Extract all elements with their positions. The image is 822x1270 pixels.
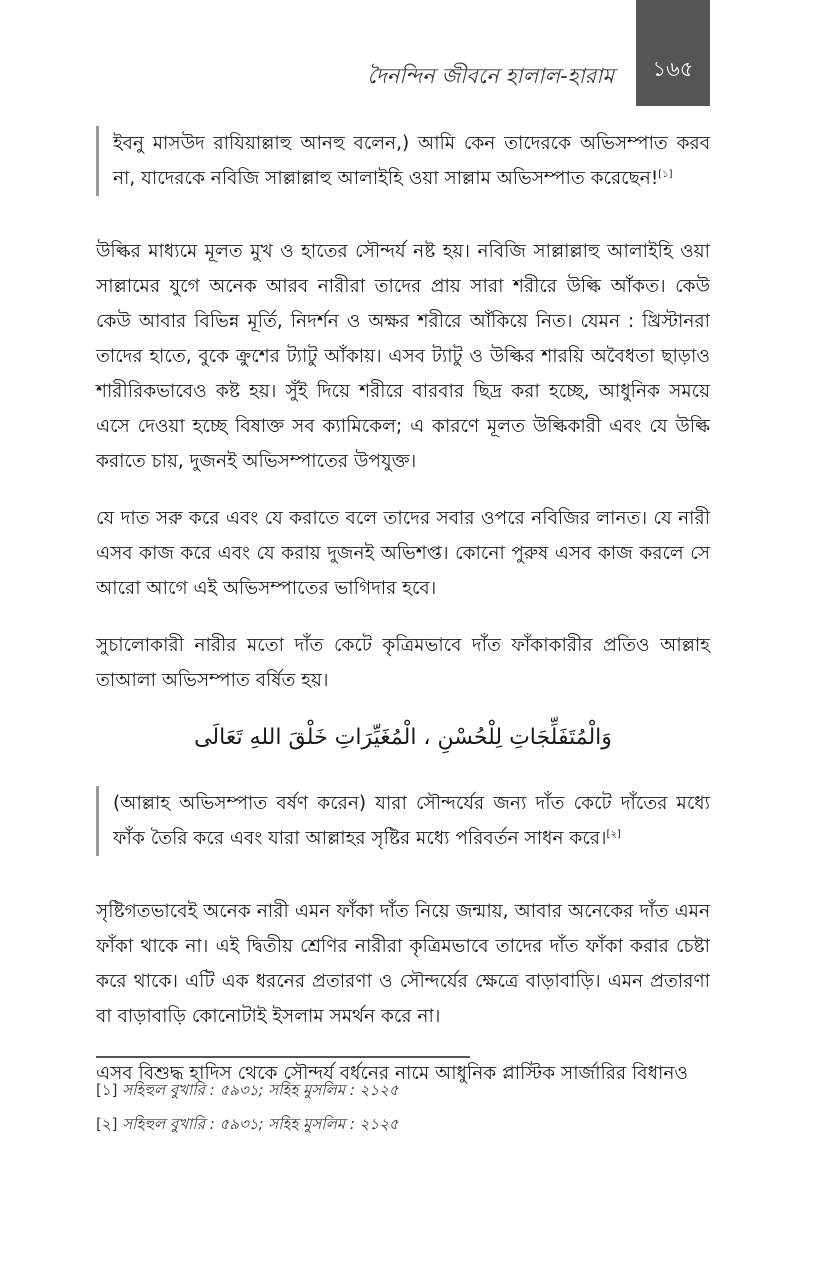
footnote-1-marker: [১] bbox=[96, 1081, 118, 1099]
quote-1-text: ইবনু মাসউদ রাযিয়াল্লাহু আনহু বলেন,) আমি কেন তাদেরকে অভিসম্পাত করব না, যাদেরকে নবিজি সাল্লাল্লাহু আলাইহি ওয়া সাল্লাম অভিসম্পাত করেছেন! bbox=[113, 133, 710, 189]
hadith-quote-1 bbox=[96, 126, 710, 196]
footnote-2-source: সহিহুল বুখারি : ৫৯৩১; সহিহ মুসলিম : ২১২৫ bbox=[122, 1115, 399, 1133]
paragraph-tattoo: উল্কির মাধ্যমে মূলত মুখ ও হাতের সৌন্দর্য নষ্ট হয়। নবিজি সাল্লাল্লাহু আলাইহি ওয়া সাল্লামের যুগে অনেক আরব নারীরা তাদের প্রায় সারা শরীরে উল্কি আঁকত। কেউ কেউ আবার বিভিন্ন মূর্তি, নিদর্শন ও অক্ষর শরীরে আঁকিয়ে নিত। যেমন : খ্রিস্টানরা তাদের হাতে, বুকে ক্রুশের ট্যাটু আঁকায়। এসব ট্যাটু ও উল্কির শারয়ি অবৈধতা ছাড়াও শারীরিকভাবেও কষ্ট হয়। সুঁই দিয়ে শরীরে বারবার ছিদ্র করা হচ্ছে, আধুনিক সময়ে এসে দেওয়া হচ্ছে বিষাক্ত সব ক্যামিকেল; এ কারণে মূলত উল্কিকারী এবং যে উল্কি করাতে চায়, দুজনই অভিসম্পাতের উপযুক্ত। bbox=[96, 241, 710, 472]
paragraph-teeth-gaps: সুচালোকারী নারীর মতো দাঁত কেটে কৃত্রিমভাবে দাঁত ফাঁকাকারীর প্রতিও আল্লাহ তাআলা অভিসম্পাত বর্ষিত হয়। bbox=[96, 635, 710, 691]
footnote-2 bbox=[96, 1114, 710, 1134]
page-number-tab bbox=[636, 0, 710, 106]
arabic-hadith-text: وَالْمُتَفَلِّجَاتِ لِلْحُسْنِ ، الْمُغَيِّرَاتِ خَلْقَ اللهِ تَعَالَى bbox=[194, 725, 612, 750]
running-title: দৈনন্দিন জীবনে হালাল-হারাম bbox=[367, 64, 614, 88]
footnote-ref-1[interactable]: [১] bbox=[658, 168, 673, 180]
page-body bbox=[96, 126, 710, 1113]
paragraph-plastic-surgery: এসব বিশুদ্ধ হাদিস থেকে সৌন্দর্য বর্ধনের নামে আধুনিক প্লাস্টিক সার্জারির বিধানও bbox=[96, 1063, 688, 1084]
hadith-quote-2 bbox=[96, 786, 710, 856]
footnote-divider bbox=[96, 1056, 470, 1058]
footnote-1 bbox=[96, 1080, 710, 1100]
quote-2-text: (আল্লাহ অভিসম্পাত বর্ষণ করেন) যারা সৌন্দর্যের জন্য দাঁত কেটে দাঁতের মধ্যে ফাঁক তৈরি করে এবং যারা আল্লাহর সৃষ্টির মধ্যে পরিবর্তন সাধন করে। bbox=[113, 793, 710, 849]
paragraph-teeth-filing: যে দাত সরু করে এবং যে করাতে বলে তাদের সবার ওপরে নবিজির লানত। যে নারী এসব কাজ করে এবং যে করায় দুজনই অভিশপ্ত। কোনো পুরুষ এসব কাজ করলে সে আরো আগে এই অভিসম্পাতের ভাগিদার হবে। bbox=[96, 508, 710, 599]
paragraph-natural-gaps: সৃষ্টিগতভাবেই অনেক নারী এমন ফাঁকা দাঁত নিয়ে জন্মায়, আবার অনেকের দাঁত এমন ফাঁকা থাকে না। এই দ্বিতীয় শ্রেণির নারীরা কৃত্রিমভাবে তাদের দাঁত ফাঁকা করার চেষ্টা করে থাকে। এটি এক ধরনের প্রতারণা ও সৌন্দর্যের ক্ষেত্রে বাড়াবাড়ি। এমন প্রতারণা বা বাড়াবাড়ি কোনোটাই ইসলাম সমর্থন করে না। bbox=[96, 901, 710, 1027]
footnote-ref-2[interactable]: [২] bbox=[606, 828, 621, 840]
footnote-2-marker: [২] bbox=[96, 1115, 118, 1133]
footnotes bbox=[96, 1080, 710, 1148]
footnote-1-source: সহিহুল বুখারি : ৫৯৩১; সহিহ মুসলিম : ২১২৫ bbox=[122, 1081, 399, 1099]
page-number: ১৬৫ bbox=[652, 57, 694, 81]
